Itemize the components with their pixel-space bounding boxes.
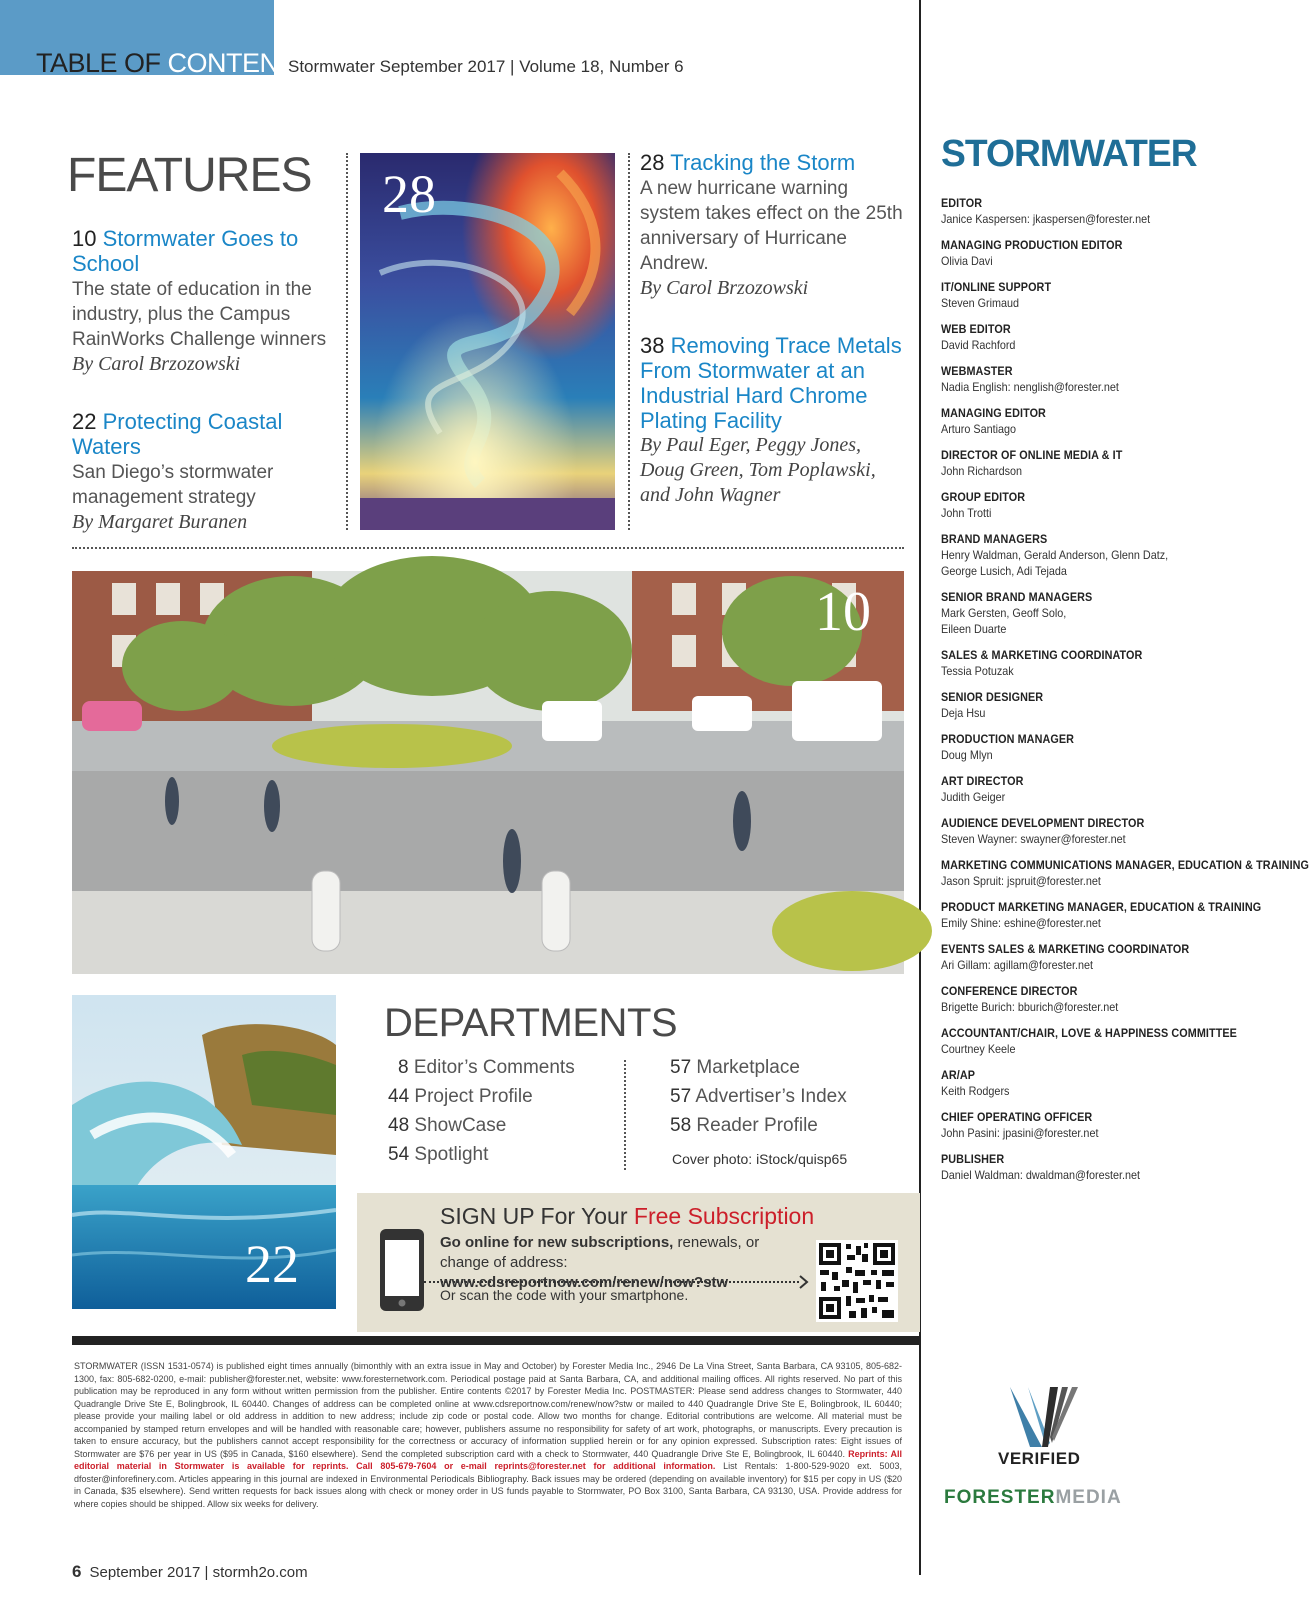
staff-name: Steven Wayner: swayner@forester.net <box>941 832 1126 846</box>
feature-title[interactable]: Removing Trace Metals From Stormwater at an Industrial Hard Chrome Plating Facility <box>640 333 902 433</box>
feature-byline: By Carol Brzozowski <box>72 353 241 375</box>
verified-audit-logo <box>990 1385 1120 1495</box>
staff-role: WEB EDITOR <box>941 322 1011 336</box>
staff-role: AUDIENCE DEVELOPMENT DIRECTOR <box>941 816 1145 830</box>
staff-name: Steven Grimaud <box>941 296 1020 310</box>
street-page-number: 10 <box>815 581 871 643</box>
qr-code-icon[interactable] <box>816 1240 898 1322</box>
staff-role: DIRECTOR OF ONLINE MEDIA & IT <box>941 448 1123 462</box>
feature-byline: By Carol Brzozowski <box>640 277 809 299</box>
staff-role: SENIOR BRAND MANAGERS <box>941 590 1093 604</box>
staff-role: CONFERENCE DIRECTOR <box>941 984 1078 998</box>
staff-role: BRAND MANAGERS <box>941 532 1048 546</box>
staff-name: Keith Rodgers <box>941 1084 1010 1098</box>
verified-label: VERIFIED <box>998 1449 1081 1468</box>
subscription-title: SIGN UP For Your Free Subscription <box>440 1203 815 1229</box>
department-item[interactable]: 57 Advertiser’s Index <box>670 1086 847 1107</box>
staff-name: Olivia Davi <box>941 254 993 268</box>
dotted-arrow-line <box>424 1281 799 1283</box>
arrow-right-icon <box>799 1275 809 1289</box>
staff-name: Eileen Duarte <box>941 622 1007 636</box>
wave-page-number: 22 <box>245 1234 299 1294</box>
staff-name: Ari Gillam: agillam@forester.net <box>941 958 1094 972</box>
staff-role: GROUP EDITOR <box>941 490 1026 504</box>
department-item[interactable]: 8 Editor’s Comments <box>398 1057 575 1078</box>
subscription-url[interactable]: www.cdsreportnow.com/renew/now?stw <box>440 1274 729 1291</box>
staff-name: Arturo Santiago <box>941 422 1017 436</box>
staff-name: John Trotti <box>941 506 992 520</box>
smartphone-icon <box>379 1228 425 1312</box>
feature-photo-campus[interactable] <box>72 571 904 974</box>
staff-role: WEBMASTER <box>941 364 1013 378</box>
staff-name: Janice Kaspersen: jkaspersen@forester.net <box>941 212 1151 226</box>
publication-fineprint: STORMWATER (ISSN 1531-0574) is published eight times annually (bimonthly with an extra issue in May and October) by Forester Media Inc., 2946 De La Vina Street, Santa Barbara, CA 93105, 805-682-1300, fax: 805-682-0200, e-mail: publisher@forester.net, website: www.foresternetwork.com. Periodical postage paid at Santa Barbara, CA, and additional mailing offices. All rights reserved. No part of this publication may be reproduced in any form without written permission from the publisher. Entire contents ©2017 by Forester Media Inc. POSTMASTER: Please send address changes to Stormwater, 440 Quadrangle Drive Ste E, Bolingbrook, IL 60440. Changes of address can be completed online at www.cdsreportnow.com/renew/now?stw or mailed to 440 Quadrangle Drive Ste E, Bolingbrook, IL 60440; please provide your mailing label or old address in addition to new address; include zip code or postal code. Allow two months for change. Editorial contributions are welcome. All material must be accompanied by stamped return envelopes and will be handled with reasonable care; however, publishers assume no responsibility for safety of art work, photographs, or manuscripts. Every precaution is taken to ensure accuracy, but the publishers cannot accept responsibility for the correctness or accuracy of information supplied herein or for any opinion expressed. Subscription rates: Eight issues of Stormwater are $76 per year in US ($95 in Canada, $160 elsewhere). Send the completed subscription card with a check to Stormwater, 440 Quadrangle Drive Ste E, Bolingbrook, IL 60440. Reprints: All editorial material in Stormwater is available for reprints. Call 805-679-7604 or e-mail reprints@forester.net for additional information. List Rentals: 1-800-529-9020 ext. 5003, dfoster@inforefinery.com. Articles appearing in this journal are indexed in Environmental Periodicals Bibliography. Back issues may be ordered (depending on available inventory) for $15 per copy in US ($20 in Canada, $35 elsewhere). Send written requests for back issues along with check or money order in US funds payable to Stormwater, PO Box 3100, Santa Barbara, CA 93130, USA. Provide address for where copies should be shipped. Allow six weeks for delivery. <box>74 1361 902 1509</box>
staff-name: Judith Geiger <box>941 790 1006 804</box>
department-item[interactable]: 44 Project Profile <box>388 1086 533 1107</box>
staff-role: CHIEF OPERATING OFFICER <box>941 1110 1093 1124</box>
dotted-divider <box>624 1060 626 1170</box>
staff-name: David Rachford <box>941 338 1016 352</box>
staff-role: SENIOR DESIGNER <box>941 690 1044 704</box>
feature-byline: By Paul Eger, Peggy Jones, Doug Green, Tom Poplawski, and John Wagner <box>640 434 876 506</box>
staff-role: PRODUCTION MANAGER <box>941 732 1075 746</box>
staff-name: Doug Mlyn <box>941 748 993 762</box>
staff-role: AR/AP <box>941 1068 976 1082</box>
feature-item[interactable]: 10 Stormwater Goes to School The state of education in the industry, plus the Campus RainWorks Challenge winners By Carol Brzozowski <box>72 226 337 377</box>
cover-page-number: 28 <box>382 164 436 224</box>
staff-name: Mark Gersten, Geoff Solo, <box>941 606 1067 620</box>
department-item[interactable]: 57 Marketplace <box>670 1057 800 1078</box>
dotted-divider <box>346 153 348 530</box>
staff-name: Henry Waldman, Gerald Anderson, Glenn Datz, <box>941 548 1169 562</box>
staff-role: MARKETING COMMUNICATIONS MANAGER, EDUCATION & TRAINING <box>941 858 1309 872</box>
staff-role: ACCOUNTANT/CHAIR, LOVE & HAPPINESS COMMITTEE <box>941 1026 1237 1040</box>
staff-role: SALES & MARKETING COORDINATOR <box>941 648 1143 662</box>
feature-desc: The state of education in the industry, plus the Campus RainWorks Challenge winners <box>72 279 327 350</box>
stormwater-logo: STORMWATER <box>941 133 1197 175</box>
staff-name: Tessia Potuzak <box>941 664 1014 678</box>
staff-name: Courtney Keele <box>941 1042 1016 1056</box>
feature-item[interactable]: 28 Tracking the Storm A new hurricane warning system takes effect on the 25th anniversary of Hurricane Andrew. By Carol Brzozowski <box>640 150 910 301</box>
forester-media-logo: FORESTERMEDIA <box>944 1487 1122 1508</box>
staff-role: MANAGING PRODUCTION EDITOR <box>941 238 1123 252</box>
departments-heading: DEPARTMENTS <box>384 1001 678 1045</box>
staff-name: John Richardson <box>941 464 1023 478</box>
feature-byline: By Margaret Buranen <box>72 511 248 533</box>
staff-name: Nadia English: nenglish@forester.net <box>941 380 1119 394</box>
staff-role: IT/ONLINE SUPPORT <box>941 280 1052 294</box>
scan-instruction: Or scan the code with your smartphone. <box>440 1287 689 1303</box>
issue-info: Stormwater September 2017 | Volume 18, Number 6 <box>288 57 684 76</box>
feature-item[interactable]: 22 Protecting Coastal Waters San Diego’s stormwater management strategy By Margaret Buranen <box>72 409 337 535</box>
dotted-divider <box>628 153 630 530</box>
section-rule <box>72 1336 920 1345</box>
masthead-staff-list <box>941 195 1309 1183</box>
page-footer: 6 September 2017 | stormh2o.com <box>72 1562 308 1581</box>
department-item[interactable]: 58 Reader Profile <box>670 1115 818 1136</box>
toc-title: TABLE OF CONTENTS <box>36 48 313 78</box>
staff-name: Daniel Waldman: dwaldman@forester.net <box>941 1168 1141 1182</box>
feature-title[interactable]: Tracking the Storm <box>670 150 856 175</box>
feature-item[interactable]: 38 Removing Trace Metals From Stormwater at an Industrial Hard Chrome Plating Facility By Paul Eger, Peggy Jones, Doug Green, Tom Poplawski, and John Wagner <box>640 333 910 508</box>
dotted-divider <box>72 547 904 549</box>
staff-role: ART DIRECTOR <box>941 774 1024 788</box>
staff-name: Jason Spruit: jspruit@forester.net <box>941 874 1101 888</box>
staff-role: PRODUCT MARKETING MANAGER, EDUCATION & TRAINING <box>941 900 1262 914</box>
department-item[interactable]: 48 ShowCase <box>388 1115 507 1136</box>
feature-title[interactable]: Protecting Coastal Waters <box>72 409 283 459</box>
staff-name: John Pasini: jpasini@forester.net <box>941 1126 1099 1140</box>
staff-role: MANAGING EDITOR <box>941 406 1046 420</box>
staff-name: Deja Hsu <box>941 706 986 720</box>
staff-role: PUBLISHER <box>941 1152 1005 1166</box>
staff-role: EVENTS SALES & MARKETING COORDINATOR <box>941 942 1190 956</box>
department-item[interactable]: 54 Spotlight <box>388 1144 489 1165</box>
staff-role: EDITOR <box>941 196 983 210</box>
subscription-text: Go online for new subscriptions, renewals, or change of address: www.cdsreportnow.com/renew/now?stw <box>440 1234 760 1291</box>
staff-name: George Lusich, Adi Tejada <box>941 564 1067 578</box>
feature-desc: A new hurricane warning system takes effect on the 25th anniversary of Hurricane Andrew. <box>640 178 903 274</box>
staff-name: Brigette Burich: bburich@forester.net <box>941 1000 1119 1014</box>
features-heading: FEATURES <box>67 149 312 202</box>
cover-credit: Cover photo: iStock/quisp65 <box>672 1151 848 1167</box>
feature-title[interactable]: Stormwater Goes to School <box>72 226 299 276</box>
staff-name: Emily Shine: eshine@forester.net <box>941 916 1101 930</box>
feature-desc: San Diego’s stormwater management strategy <box>72 462 274 508</box>
